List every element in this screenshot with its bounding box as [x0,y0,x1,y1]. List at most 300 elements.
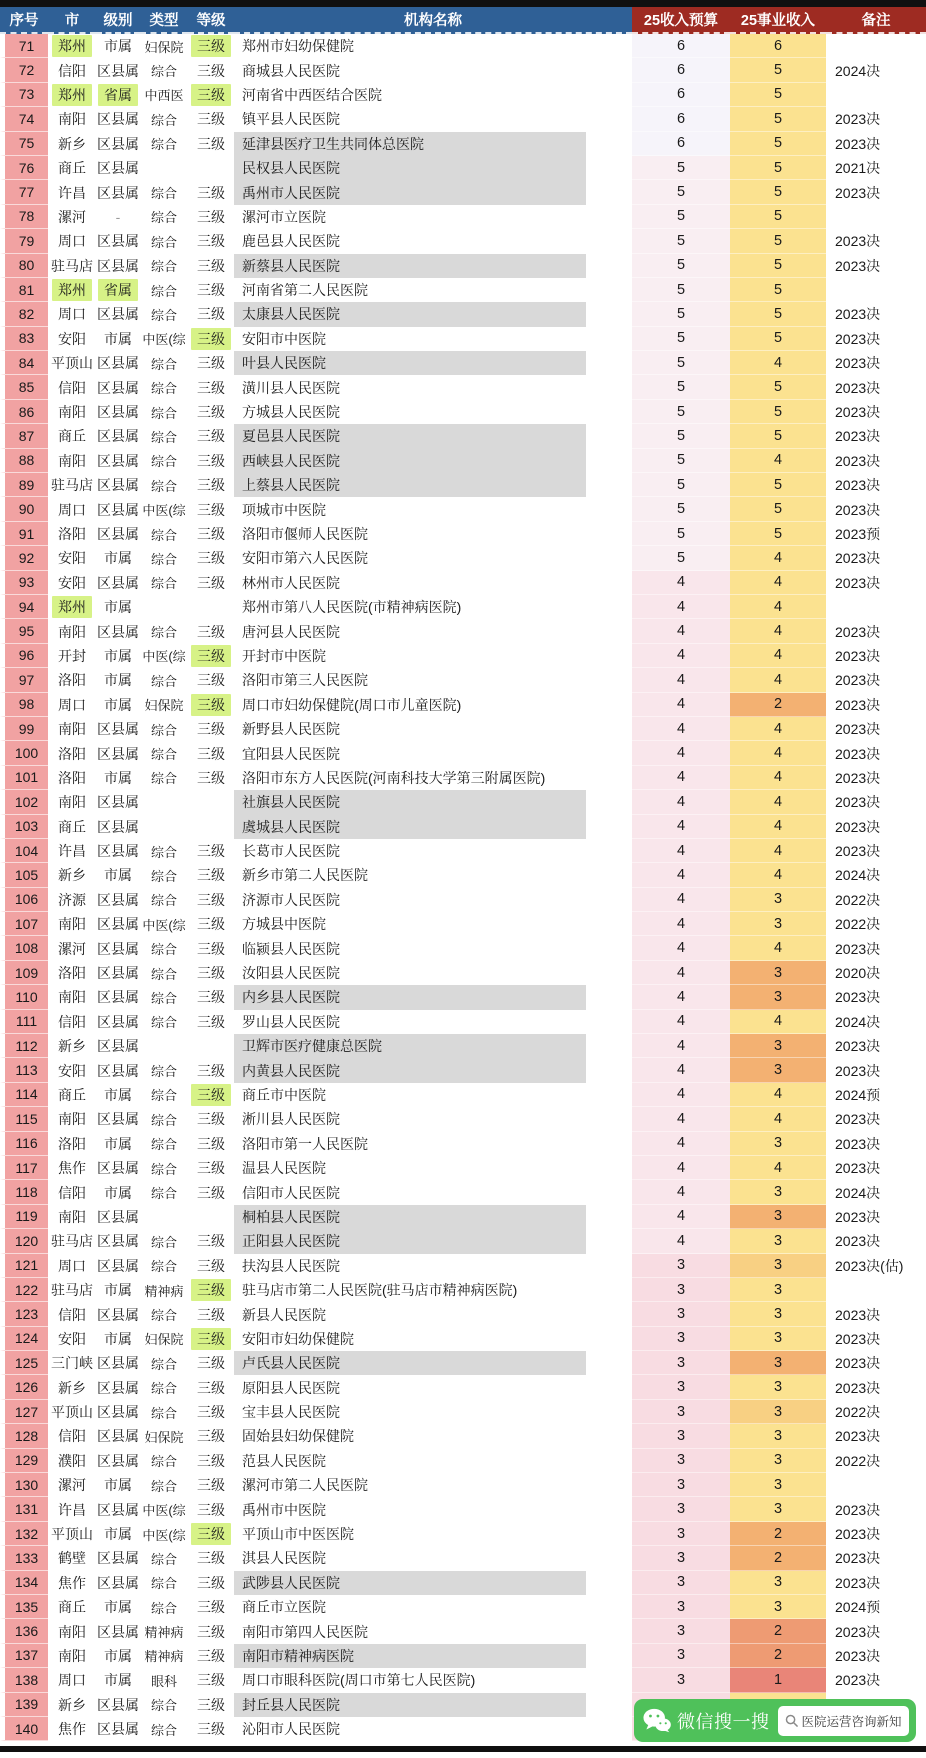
hospital-name: 社旗县人民医院 [234,790,586,814]
city-cell: 许昌 [58,843,86,860]
hospital-name: 沁阳市人民医院 [242,1721,340,1738]
table-row [0,1327,926,1351]
budget-value: 3 [632,1375,730,1399]
hospital-name: 武陟县人民医院 [234,1571,586,1595]
hospital-name: 鹿邑县人民医院 [242,233,340,250]
hospital-name: 上蔡县人民医院 [234,473,586,497]
budget-value: 3 [632,1254,730,1278]
city-cell: 南阳 [58,452,86,469]
table-row [0,766,926,790]
hospital-name: 淇县人民医院 [242,1550,326,1567]
city-cell: 南阳 [58,1111,86,1128]
income-value: 4 [730,790,826,814]
level-cell: 区县属 [97,940,139,957]
top-border-bar [0,0,926,7]
remark-cell: 2023决 [835,1574,881,1591]
level-cell: 区县属 [97,1038,139,1055]
table-row [0,400,926,424]
city-cell: 驻马店 [51,257,93,274]
table-row [0,693,926,717]
hospital-name: 正阳县人民医院 [234,1229,586,1253]
grade-cell: 三级 [197,1404,225,1421]
hospital-name: 周口市妇幼保健院(周口市儿童医院) [242,696,462,713]
table-row [0,1010,926,1034]
income-value: 5 [730,229,826,253]
col-header-budget: 25收入预算 [632,7,730,34]
budget-value: 3 [632,1644,730,1668]
level-cell: 区县属 [97,62,139,79]
level-cell: 市属 [104,647,132,664]
spacer-cell [586,375,632,399]
row-index: 90 [0,497,48,521]
type-cell: 综合 [150,771,177,787]
level-cell: 区县属 [97,965,139,982]
spacer-cell [586,1229,632,1253]
grade-cell: 三级 [197,550,225,567]
city-cell [48,278,96,302]
row-index: 104 [0,839,48,863]
level-cell: 市属 [104,1599,132,1616]
type-cell: 综合 [150,1186,177,1202]
row-index: 103 [0,815,48,839]
remark-cell: 2023决 [835,696,881,713]
income-value: 5 [730,424,826,448]
table-row [0,1400,926,1424]
table-body [0,34,926,1741]
type-cell: 综合 [150,64,177,80]
level-cell: 区县属 [97,1160,139,1177]
spacer-cell [586,1522,632,1546]
income-value: 6 [730,34,826,58]
spacer-cell [586,1668,632,1692]
spacer-cell [586,1351,632,1375]
budget-value: 4 [632,644,730,668]
spacer-cell [586,644,632,668]
city-cell: 南阳 [58,404,86,421]
grade-cell: 三级 [197,1721,225,1738]
income-value: 3 [730,1449,826,1473]
table-header-row [0,7,926,34]
highlighted-value: 三级 [191,1328,231,1350]
income-value: 3 [730,1229,826,1253]
grade-cell: 三级 [197,1599,225,1616]
grade-cell: 三级 [197,745,225,762]
type-cell: 综合 [150,1088,177,1104]
level-cell: 区县属 [97,818,139,835]
income-value: 3 [730,985,826,1009]
row-index: 85 [0,375,48,399]
city-cell: 平顶山 [51,1404,93,1421]
level-cell: 区县属 [97,111,139,128]
level-cell: 区县属 [97,306,139,323]
level-cell: 市属 [104,1184,132,1201]
income-value: 4 [730,1083,826,1107]
remark-cell: 2023决 [835,306,881,323]
city-cell: 新乡 [58,135,86,152]
grade-cell [188,815,234,839]
budget-value: 4 [632,1010,730,1034]
spacer-cell [586,1254,632,1278]
hospital-name: 禹州市中医院 [242,1501,326,1518]
row-index: 71 [0,34,48,58]
income-value: 5 [730,156,826,180]
budget-value: 6 [632,58,730,82]
level-cell: - [115,208,121,225]
remark-cell: 2023决(估) [835,1257,904,1274]
income-value: 3 [730,1302,826,1326]
row-index: 108 [0,936,48,960]
hospital-name: 罗山县人民医院 [242,1013,340,1030]
row-index: 137 [0,1644,48,1668]
spacer-cell [586,546,632,570]
spacer-cell [586,278,632,302]
table-row [0,1375,926,1399]
hospital-name: 温县人民医院 [242,1160,326,1177]
budget-value: 5 [632,156,730,180]
row-index: 97 [0,668,48,692]
highlighted-value: 郑州 [52,84,92,106]
hospital-name: 项城市中医院 [242,501,326,518]
income-value: 3 [730,961,826,985]
hospital-name: 安阳市中医院 [242,330,326,347]
level-cell: 区县属 [97,916,139,933]
row-index: 94 [0,595,48,619]
type-cell: 中西医 [144,88,184,104]
col-header-name: 机构名称 [234,7,632,34]
remark-cell: 2023决 [835,1306,881,1323]
hospital-name: 扶沟县人民医院 [242,1257,340,1274]
type-cell: 综合 [150,747,177,763]
level-cell: 区县属 [97,1721,139,1738]
budget-value: 6 [632,107,730,131]
table-row [0,180,926,204]
hospital-name: 商城县人民医院 [242,62,340,79]
remark-cell: 2023决 [835,1672,881,1689]
budget-value: 3 [632,1424,730,1448]
budget-value: 3 [632,1302,730,1326]
level-cell: 区县属 [97,721,139,738]
row-index: 95 [0,619,48,643]
table-row [0,668,926,692]
level-cell: 区县属 [97,526,139,542]
row-index: 79 [0,229,48,253]
budget-value: 3 [632,1668,730,1692]
type-cell: 综合 [150,1698,177,1714]
hospital-name: 长葛市人民医院 [242,843,340,860]
type-cell: 综合 [150,1308,177,1323]
income-value: 4 [730,1010,826,1034]
level-cell: 区县属 [97,135,139,152]
table-row [0,1351,926,1375]
table-row [0,497,926,521]
remark-cell: 2023决 [835,794,881,811]
table-row [0,571,926,595]
hospital-name: 林州市人民医院 [242,574,340,591]
level-cell: 区县属 [97,1013,139,1030]
type-cell: 综合 [150,429,177,445]
hospital-name: 内黄县人民医院 [234,1058,586,1082]
spacer-cell [586,912,632,936]
row-index: 110 [0,985,48,1009]
type-cell [140,790,188,814]
city-cell: 许昌 [58,1501,86,1518]
row-index: 84 [0,351,48,375]
budget-value: 4 [632,912,730,936]
highlighted-value: 三级 [191,694,231,716]
income-value: 3 [730,912,826,936]
table-row [0,1058,926,1082]
budget-value: 5 [632,546,730,570]
table-row [0,229,926,253]
type-cell: 精神病 [144,1625,184,1641]
grade-cell: 三级 [197,526,225,542]
income-value: 3 [730,1424,826,1448]
row-index: 99 [0,717,48,741]
level-cell: 区县属 [97,404,139,421]
budget-value: 5 [632,278,730,302]
hospital-name: 河南省中西医结合医院 [242,86,382,103]
row-index: 112 [0,1034,48,1058]
remark-cell: 2023决 [835,1526,881,1543]
remark-cell [826,1278,926,1302]
col-header-city: 市 [48,7,96,34]
table-row [0,985,926,1009]
budget-value: 5 [632,375,730,399]
level-cell: 市属 [104,672,132,689]
income-value: 5 [730,83,826,107]
level-cell: 区县属 [97,1233,139,1250]
bottom-border-bar [0,1746,926,1752]
table-row [0,473,926,497]
table-row [0,1156,926,1180]
remark-cell: 2023决 [835,135,881,152]
level-cell: 市属 [104,550,132,567]
grade-cell [188,790,234,814]
type-cell: 综合 [150,1576,177,1592]
income-value: 3 [730,1571,826,1595]
level-cell: 区县属 [97,1452,139,1469]
table-row [0,156,926,180]
budget-value: 5 [632,205,730,229]
table-row [0,1595,926,1619]
income-value: 4 [730,1107,826,1131]
row-index: 128 [0,1424,48,1448]
type-cell: 综合 [150,1722,177,1738]
row-index: 138 [0,1668,48,1692]
level-cell: 市属 [104,1086,132,1103]
city-cell: 漯河 [58,1477,86,1494]
hospital-name: 方城县中医院 [242,916,326,933]
row-index: 130 [0,1473,48,1497]
hospital-name: 周口市眼科医院(周口市第七人民医院) [242,1672,476,1689]
hospital-name: 汝阳县人民医院 [242,965,340,982]
income-value: 3 [730,1400,826,1424]
income-value: 3 [730,1595,826,1619]
city-cell: 焦作 [58,1160,86,1177]
spacer-cell [586,254,632,278]
table-row [0,741,926,765]
city-cell: 信阳 [58,62,86,79]
spacer-cell [586,985,632,1009]
table-row [0,961,926,985]
budget-value: 5 [632,473,730,497]
row-index: 133 [0,1546,48,1570]
row-index: 117 [0,1156,48,1180]
grade-cell: 三级 [197,135,225,152]
col-header-level: 级别 [96,7,140,34]
income-value: 2 [730,1619,826,1643]
grade-cell: 三级 [197,1574,225,1591]
grade-cell: 三级 [197,843,225,860]
city-cell: 洛阳 [58,526,86,542]
city-cell: 南阳 [58,721,86,738]
budget-value: 4 [632,619,730,643]
row-index: 80 [0,254,48,278]
remark-cell: 2023决 [835,1038,881,1055]
table-row [0,1302,926,1326]
hospital-name: 封丘县人民医院 [234,1693,586,1717]
type-cell: 综合 [150,259,177,275]
remark-cell: 2023决 [835,574,881,591]
row-index: 82 [0,302,48,326]
hospital-name: 淅川县人民医院 [242,1111,340,1128]
income-value: 3 [730,1254,826,1278]
type-cell: 综合 [150,112,177,128]
remark-cell: 2023决 [835,623,881,640]
hospital-name: 洛阳市第三人民医院 [242,672,368,689]
level-cell: 区县属 [97,1111,139,1128]
type-cell: 综合 [150,527,177,543]
table-row [0,327,926,351]
grade-cell [188,156,234,180]
type-cell: 综合 [150,454,177,470]
type-cell: 综合 [150,478,177,494]
budget-value: 4 [632,1229,730,1253]
remark-cell: 2023决 [835,1062,881,1079]
grade-cell: 三级 [197,1696,225,1713]
row-index: 118 [0,1180,48,1204]
remark-cell: 2021决 [835,160,881,177]
remark-cell: 2023决 [835,1428,881,1445]
city-cell: 周口 [58,306,86,323]
remark-cell: 2023决 [835,111,881,128]
income-value: 3 [730,1375,826,1399]
hospital-name: 商丘市立医院 [242,1599,326,1616]
grade-cell [188,83,234,107]
spacer-cell [586,619,632,643]
spacer-cell [586,229,632,253]
row-index: 111 [0,1010,48,1034]
remark-cell: 2023决 [835,1647,881,1664]
level-cell: 市属 [104,696,132,713]
type-cell [140,1034,188,1058]
grade-cell: 三级 [197,452,225,469]
row-index: 87 [0,424,48,448]
level-cell: 区县属 [97,1404,139,1421]
level-cell: 市属 [104,1647,132,1664]
spacer-cell [586,815,632,839]
row-index: 83 [0,327,48,351]
row-index: 105 [0,863,48,887]
income-value: 3 [730,1132,826,1156]
income-value: 4 [730,815,826,839]
table-row [0,1132,926,1156]
wechat-search-badge [634,1699,916,1742]
grade-cell: 三级 [197,574,225,591]
row-index: 96 [0,644,48,668]
hospital-name: 洛阳市第一人民医院 [242,1135,368,1152]
income-value: 4 [730,863,826,887]
income-value: 4 [730,619,826,643]
grade-cell: 三级 [197,1428,225,1445]
city-cell: 周口 [58,1257,86,1274]
city-cell: 平顶山 [51,1526,93,1543]
spacer-cell [586,790,632,814]
hospital-name: 夏邑县人民医院 [234,424,586,448]
city-cell: 洛阳 [58,745,86,762]
type-cell: 综合 [150,1137,177,1153]
grade-cell [188,1083,234,1107]
city-cell: 洛阳 [58,1135,86,1152]
level-cell: 市属 [104,38,132,55]
row-index: 88 [0,449,48,473]
hospital-name: 太康县人民医院 [234,302,586,326]
grade-cell: 三级 [197,1623,225,1640]
grade-cell: 三级 [197,306,225,323]
city-cell: 周口 [58,696,86,713]
type-cell: 综合 [150,1478,177,1494]
spacer-cell [586,327,632,351]
remark-cell: 2023决 [835,745,881,762]
city-cell: 洛阳 [58,769,86,786]
city-cell: 南阳 [58,111,86,128]
row-index: 120 [0,1229,48,1253]
remark-cell: 2023决 [835,1355,881,1372]
budget-value: 4 [632,839,730,863]
type-cell: 综合 [150,210,177,226]
budget-value: 3 [632,1278,730,1302]
level-cell: 区县属 [97,1574,139,1591]
level-cell: 区县属 [97,233,139,250]
type-cell: 综合 [150,893,177,909]
budget-value: 4 [632,595,730,619]
budget-value: 6 [632,83,730,107]
remark-cell: 2023决 [835,1379,881,1396]
remark-cell: 2023决 [835,379,881,396]
level-cell: 区县属 [97,1550,139,1567]
level-cell: 区县属 [97,1257,139,1274]
spacer-cell [586,1327,632,1351]
city-cell [48,595,96,619]
highlighted-value: 三级 [191,35,231,57]
spacer-cell [586,497,632,521]
remark-cell: 2022决 [835,1452,881,1469]
grade-cell: 三级 [197,355,225,372]
row-index: 81 [0,278,48,302]
budget-value: 3 [632,1400,730,1424]
spacer-cell [586,1180,632,1204]
type-cell: 综合 [150,673,177,689]
grade-cell: 三级 [197,1647,225,1664]
city-cell: 平顶山 [51,355,93,372]
table-row [0,1522,926,1546]
income-value: 3 [730,1058,826,1082]
type-cell: 综合 [150,1600,177,1616]
income-value: 4 [730,766,826,790]
table-row [0,619,926,643]
grade-cell: 三级 [197,62,225,79]
income-value: 4 [730,571,826,595]
